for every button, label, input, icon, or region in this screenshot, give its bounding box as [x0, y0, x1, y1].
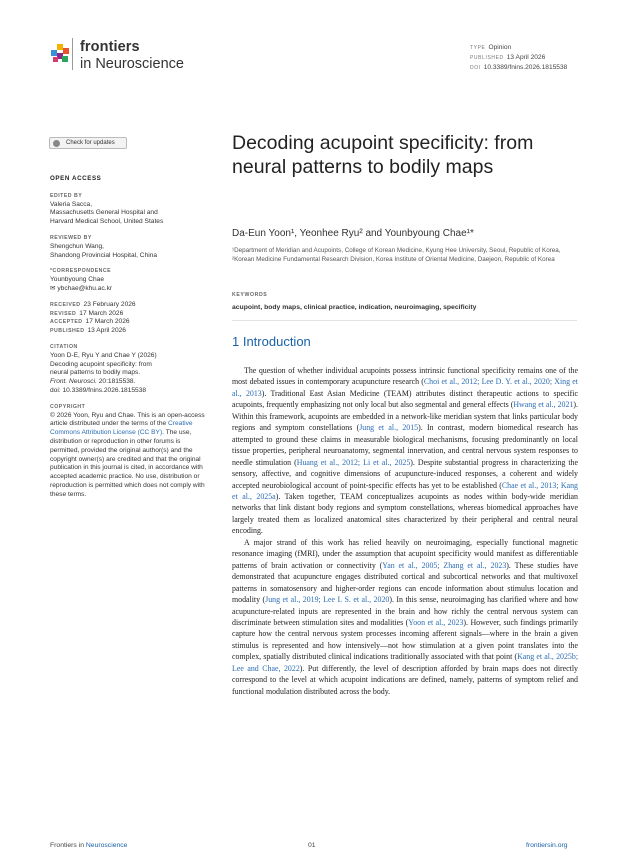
open-access-label: OPEN ACCESS	[50, 175, 102, 182]
published-value: 13 April 2026	[506, 54, 546, 61]
citation-link[interactable]: Yoon et al., 2023	[408, 617, 464, 627]
date-value: 13 April 2026	[87, 327, 126, 335]
email-icon: ✉	[50, 284, 56, 292]
date-value: 17 March 2026	[85, 318, 130, 326]
date-value: 23 February 2026	[83, 300, 136, 308]
citation-link[interactable]: Hwang et al., 2021	[513, 400, 574, 410]
doi-label: DOI	[470, 65, 481, 71]
citation-link[interactable]: Chae et al., 2013; Kang et al., 2025a	[232, 480, 578, 501]
citation-volume: 20:1815538.	[96, 378, 136, 386]
correspondence-email-row[interactable]	[50, 285, 210, 294]
edited-by-section	[50, 192, 210, 227]
citation-line: neural patterns to bodily maps.	[50, 369, 141, 377]
cc-link[interactable]: Creative Commons	[50, 420, 193, 437]
copyright-line: terms of the	[131, 420, 169, 428]
copyright-line: open-access article distributed under the	[50, 411, 205, 428]
article-body	[232, 365, 578, 697]
date-label: REVISED	[50, 310, 77, 317]
sidebar	[50, 175, 210, 507]
journal-name-line1: frontiers	[80, 39, 140, 55]
correspondence-email[interactable]: ybchae@khu.ac.kr	[57, 284, 113, 292]
date-label: PUBLISHED	[50, 328, 85, 335]
editor-line: Massachusetts General Hospital and	[50, 209, 158, 217]
article-affiliations: ¹Department of Meridian and Acupoints, College of Korean Medicine, Kyung Hee University, Seoul, Republic of Korea, ²Korean Medicine Fundamental Research Division, Korea Institute of Oriental Medicine, Daejeon, Republic of Korea	[232, 247, 561, 263]
citation-link[interactable]: Choi et al., 2012; Lee D. Y. et al., 2020; Xing et al., 2013	[232, 377, 578, 398]
published-label: PUBLISHED	[470, 55, 504, 61]
date-label: RECEIVED	[50, 301, 81, 308]
citation-link[interactable]: Jung et al., 2015	[359, 423, 419, 433]
editor-line: Valeria Sacca,	[50, 200, 93, 208]
copyright-label: COPYRIGHT	[50, 403, 86, 410]
correspondence-section	[50, 267, 210, 293]
divider	[232, 320, 577, 321]
update-icon	[53, 140, 60, 147]
correspondence-name: Younbyoung Chae	[50, 276, 105, 284]
reviewed-by-section	[50, 234, 210, 260]
citation-label: CITATION	[50, 343, 78, 350]
copyright-section	[50, 403, 210, 500]
date-label: ACCEPTED	[50, 319, 83, 326]
cc-by-link[interactable]: Attribution License (CC BY)	[81, 429, 163, 437]
copyright-text	[50, 412, 210, 500]
doi-value[interactable]: 10.3389/fnins.2026.1815538	[483, 64, 568, 71]
logo-divider	[72, 38, 73, 70]
type-value: Opinion	[488, 44, 512, 51]
frontiers-logo-icon	[50, 44, 70, 64]
journal-name-line2: in Neuroscience	[80, 56, 184, 72]
citation-doi[interactable]: doi: 10.3389/fnins.2026.1815538	[50, 386, 147, 394]
citation-link[interactable]: Huang et al., 2012; Li et al., 2025	[296, 457, 411, 467]
article-authors: Da-Eun Yoon¹, Yeonhee Ryu² and Younbyoung Chae¹*	[232, 228, 474, 239]
page-number: 01	[308, 842, 316, 849]
article-meta	[470, 43, 567, 73]
citation-section	[50, 343, 210, 396]
reviewer-line: Shengchun Wang,	[50, 242, 105, 250]
check-updates-button[interactable]	[49, 137, 127, 149]
citation-link[interactable]: Yan et al., 2005; Zhang et al., 2023	[382, 560, 507, 570]
citation-link[interactable]: Jung et al., 2019; Lee I. S. et al., 2020	[265, 595, 390, 605]
editor-line: Harvard Medical School, United States	[50, 218, 164, 226]
keywords-label: KEYWORDS	[232, 292, 268, 298]
copyright-rest: . The use, distribution or reproduction in other forums is permitted, provided the original author(s) and the copyright owner(s) are credited and that the original publication in this journal is cited, in accordance with accepted academic practice. No use, distribution or reproduction is permitted which does not comply with these terms.	[50, 429, 205, 498]
correspondence-label: *CORRESPONDENCE	[50, 268, 112, 275]
citation-journal: Front. Neurosci.	[50, 378, 97, 386]
citation-link[interactable]: Kang et al., 2025b; Lee and Chae, 2022	[232, 652, 579, 673]
keywords: acupoint, body maps, clinical practice, indication, neuroimaging, specificity	[232, 304, 477, 311]
citation-line: Decoding acupoint specificity: from	[50, 360, 152, 368]
section-heading: 1 Introduction	[232, 334, 311, 349]
dates-section	[50, 301, 210, 336]
reviewed-by-label: REVIEWED BY	[50, 234, 92, 241]
footer-site-link[interactable]: frontiersin.org	[526, 842, 568, 849]
paragraph: A major strand of this work has relied heavily on neuroimaging, especially functional magnetic resonance imaging (fMRI), under the assumption that acupoint specificity would manifest as differentiable patterns of brain activation or connectivity (Yan et al., 2005; Zhang et al., 2023). These studies have demonstrated that acupuncture engages distributed cortical and subcortical networks and that multivoxel patterns in somatosensory and higher-order regions can encode information about stimulus location and modality (Jung et al., 2019; Lee I. S. et al., 2020). In this sense, neuroimaging has clarified where and how acupuncture-related inputs are represented in the brain and how richly the central nervous system can discriminate between stimulation sites and modalities (Yoon et al., 2023). However, such findings primarily capture how the central nervous system processes incoming afferent signals—where in the brain a given stimulus is represented and how intensively—not how stimulation at a given point translates into the complex, spatially distributed clinical indications traditionally associated with that point (Kang et al., 2025b; Lee and Chae, 2022). Put differently, the level of description afforded by brain maps does not directly correspond to the level at which acupoint indications are defined, namely, patterns of symptom relief and functional modulation distributed across the body.	[232, 537, 579, 696]
paragraph: The question of whether individual acupoints possess intrinsic functional specificity remains one of the most debated issues in contemporary acupuncture research (Choi et al., 2012; Lee D. Y. et al., 2020; Xing et al., 2013). Traditional East Asian Medicine (TEAM) attributes distinct therapeutic actions to specific acupoints, frequently emphasizing not only local but also segmental and general effects (Hwang et al., 2021). Within this framework, acupoints are embedded in a network-like meridian system that links particular body regions and symptom constellations (Jung et al., 2015). In contrast, modern biomedical research has attempted to ground these claims in measurable biological mechanisms, focusing predominantly on local tissue properties, peripheral neuroanatomy, segmental innervation, and central nervous system responses to needle stimulation (Huang et al., 2012; Li et al., 2025). Despite substantial progress in characterizing the sensory, affective, and cognitive dimensions of acupuncture-induced responses, a coherent and widely accepted neurobiological account of point-specific effects has yet to be established (Chae et al., 2013; Kang et al., 2025a). Taken together, TEAM conceptualizes acupoints as nodes within body-wide meridian networks that link distant body regions and symptom constellations, whereas biomedical approaches have largely treated them as localized anatomical sites characterized by their peripheral and central neural encoding.	[232, 366, 579, 536]
copyright-line: © 2026 Yoon, Ryu and Chae. This is an	[50, 411, 166, 419]
citation-line: Yoon D-E, Ryu Y and Chae Y (2026)	[50, 351, 157, 359]
edited-by-label: EDITED BY	[50, 192, 83, 199]
date-value: 17 March 2026	[79, 309, 124, 317]
footer-journal: Frontiers in Neuroscience	[50, 842, 128, 849]
type-label: TYPE	[470, 45, 486, 51]
article-title: Decoding acupoint specificity: from neural patterns to bodily maps	[232, 132, 534, 178]
footer-journal-name[interactable]: Neuroscience	[85, 842, 128, 849]
check-updates-label: Check for updates	[66, 140, 115, 146]
reviewer-line: Shandong Provincial Hospital, China	[50, 251, 158, 259]
